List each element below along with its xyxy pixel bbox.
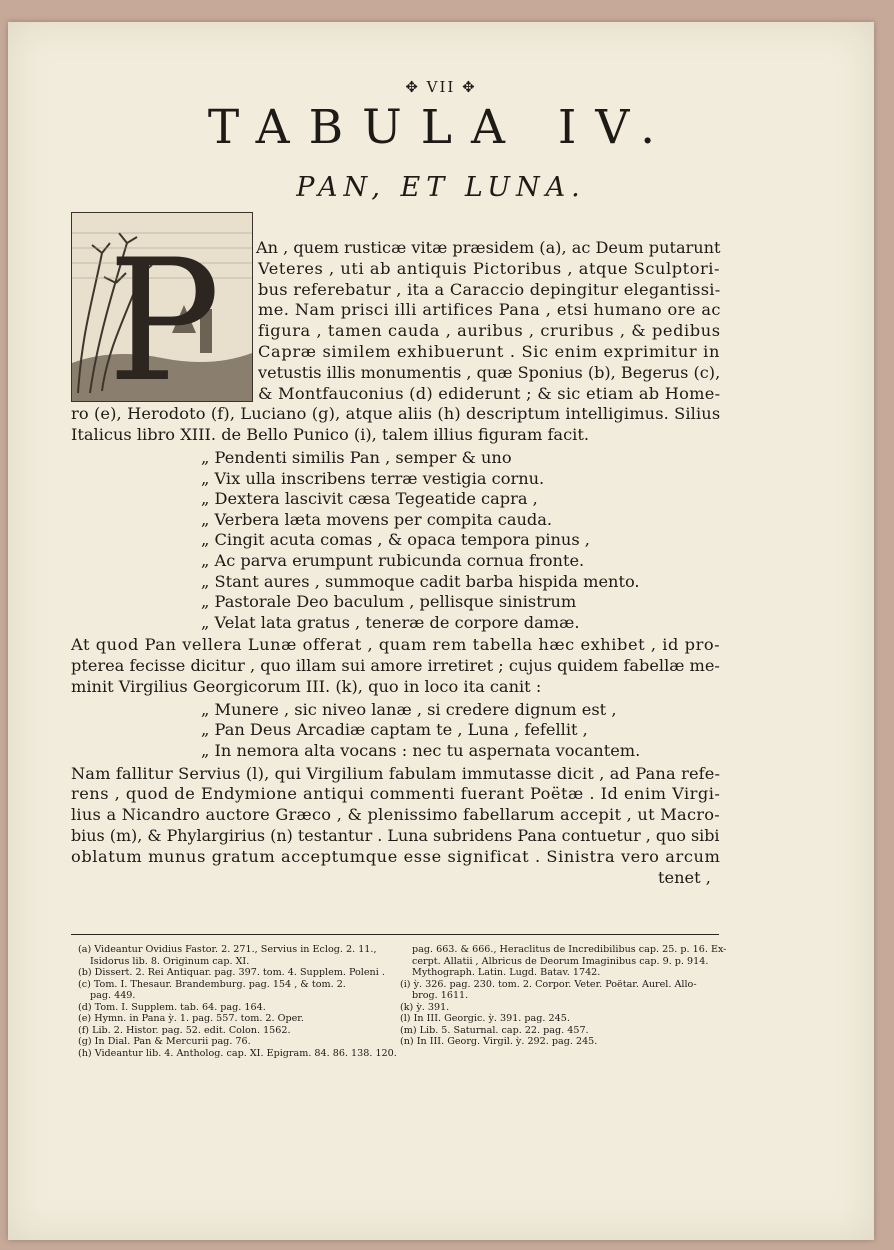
- footnote-right-line: pag. 663. & 666., Heraclitus de Incredibilibus cap. 25. p. 16. Ex-: [412, 944, 727, 955]
- footnote-right-line: (m) Lib. 5. Saturnal. cap. 22. pag. 457.: [400, 1024, 589, 1036]
- body-line: Capræ similem exhibuerunt . Sic enim exprimitur in: [258, 342, 721, 361]
- body-line: Nam fallitur Servius (l), qui Virgilium fabulam immutasse dicit , ad Pana refe-: [71, 763, 721, 783]
- verse-line: „ Pastorale Deo baculum , pellisque sinistrum: [201, 592, 577, 612]
- body-line: & Montfauconius (d) ediderunt ; & sic etiam ab Home-: [258, 383, 721, 403]
- body-line: ro (e), Herodoto (f), Luciano (g), atque aliis (h) descriptum intelligimus. Silius: [71, 404, 721, 424]
- footnote-right-line: (l) In III. Georgic. ỳ. 391. pag. 245.: [400, 1013, 570, 1024]
- footnote-left-line: Isidorus lib. 8. Originum cap. XI.: [90, 955, 250, 967]
- verse-line: „ Ac parva erumpunt rubicunda cornua fronte.: [201, 551, 585, 570]
- footnote-right-line: (n) In III. Georg. Virgil. ỳ. 292. pag. 245.: [400, 1036, 598, 1047]
- initial-letter: P: [107, 223, 221, 401]
- footnote-right-line: Mythograph. Latin. Lugd. Batav. 1742.: [412, 967, 601, 978]
- footnote-right-line: (k) ỳ. 391.: [400, 1001, 450, 1013]
- book-page: [8, 22, 874, 1240]
- verse-line: „ Velat lata gratus , teneræ de corpore damæ.: [201, 612, 580, 632]
- catchword: tenet ,: [658, 867, 711, 887]
- page-number-text: VII: [426, 78, 456, 96]
- body-line: minit Virgilius Georgicorum III. (k), quo in loco ita canit :: [71, 677, 542, 696]
- footnote-left-line: pag. 449.: [90, 990, 136, 1001]
- verse-line: „ Verbera læta movens per compita cauda.: [201, 509, 553, 529]
- body-line: Veteres , uti ab antiquis Pictoribus , atque Sculptori-: [258, 258, 721, 278]
- body-line: me. Nam prisci illi artifices Pana , etsi humano ore ac: [258, 300, 721, 320]
- footnote-left-line: (g) In Dial. Pan & Mercurii pag. 76.: [78, 1036, 251, 1047]
- footnote-left-line: (h) Videantur lib. 4. Antholog. cap. XI. Epigram. 84. 86. 138. 120.: [78, 1047, 397, 1059]
- footnote-left-line: (f) Lib. 2. Histor. pag. 52. edit. Colon. 1562.: [78, 1024, 291, 1036]
- verse-line: „ In nemora alta vocans : nec tu aspernata vocantem.: [201, 741, 641, 760]
- engraved-landscape-icon: [72, 213, 252, 401]
- verse-line: „ Pan Deus Arcadiæ captam te , Luna , fefellit ,: [201, 720, 588, 740]
- body-line: rens , quod de Endymione antiqui commenti fuerant Poëtæ . Id enim Virgi-: [71, 784, 721, 804]
- body-line: lius a Nicandro auctore Græco , & plenissimo fabellarum accepit , ut Macro-: [71, 805, 720, 825]
- decorated-initial: [71, 212, 253, 402]
- body-line: An , quem rusticæ vitæ præsidem (a), ac Deum putarunt: [256, 238, 721, 257]
- verse-line: „ Stant aures , summoque cadit barba hispida mento.: [201, 571, 640, 591]
- body-line: vetustis illis monumentis , quæ Sponius (b), Begerus (c),: [258, 362, 721, 382]
- body-line: pterea fecisse dicitur , quo illam sui amore irretiret ; cujus quidem fabellæ me-: [71, 656, 720, 676]
- footnote-left-line: (c) Tom. I. Thesaur. Brandemburg. pag. 154 , & tom. 2.: [78, 978, 346, 990]
- ornament-left-icon: ✥: [405, 78, 427, 96]
- footnote-right-line: brog. 1611.: [412, 990, 469, 1001]
- footnote-right-line: (i) ỳ. 326. pag. 230. tom. 2. Corpor. Veter. Poëtar. Aurel. Allo-: [400, 978, 697, 990]
- verse-line: „ Pendenti similis Pan , semper & uno: [201, 448, 512, 467]
- ornament-right-icon: ✥: [455, 78, 477, 96]
- footnote-left-line: (d) Tom. I. Supplem. tab. 64. pag. 164.: [78, 1001, 266, 1013]
- body-line: bus referebatur , ita a Caraccio depingitur elegantissi-: [258, 279, 721, 299]
- plate-title: TABULA IV.: [207, 100, 675, 155]
- footnote-left-line: (a) Videantur Ovidius Fastor. 2. 271., Servius in Eclog. 2. 11.,: [78, 944, 377, 955]
- verse-line: „ Cingit acuta comas , & opaca tempora pinus ,: [201, 530, 590, 550]
- verse-line: „ Vix ulla inscribens terræ vestigia cornu.: [201, 468, 545, 488]
- plate-subtitle: PAN, ET LUNA.: [296, 172, 586, 203]
- body-line: Italicus libro XIII. de Bello Punico (i), talem illius figuram facit.: [71, 425, 589, 445]
- footnote-left-line: (e) Hymn. in Pana ỳ. 1. pag. 557. tom. 2. Oper.: [78, 1013, 304, 1024]
- footnote-right-line: cerpt. Allatii , Albricus de Deorum Imaginibus cap. 9. p. 914.: [412, 955, 709, 967]
- verse-line: „ Dextera lascivit cæsa Tegeatide capra ,: [201, 489, 538, 509]
- body-line: oblatum munus gratum acceptumque esse significat . Sinistra vero arcum: [71, 846, 721, 866]
- footnote-rule: [71, 934, 719, 935]
- footnote-left-line: (b) Dissert. 2. Rei Antiquar. pag. 397. tom. 4. Supplem. Poleni .: [78, 967, 385, 978]
- verse-line: „ Munere , sic niveo lanæ , si credere dignum est ,: [201, 699, 617, 719]
- body-line: At quod Pan vellera Lunæ offerat , quam rem tabella hæc exhibet , id pro-: [71, 635, 721, 655]
- body-line: bius (m), & Phylargirius (n) testantur . Luna subridens Pana contuetur , quo sibi: [71, 826, 720, 845]
- page-number: [8, 78, 874, 96]
- body-line: figura , tamen cauda , auribus , cruribus , & pedibus: [258, 321, 721, 341]
